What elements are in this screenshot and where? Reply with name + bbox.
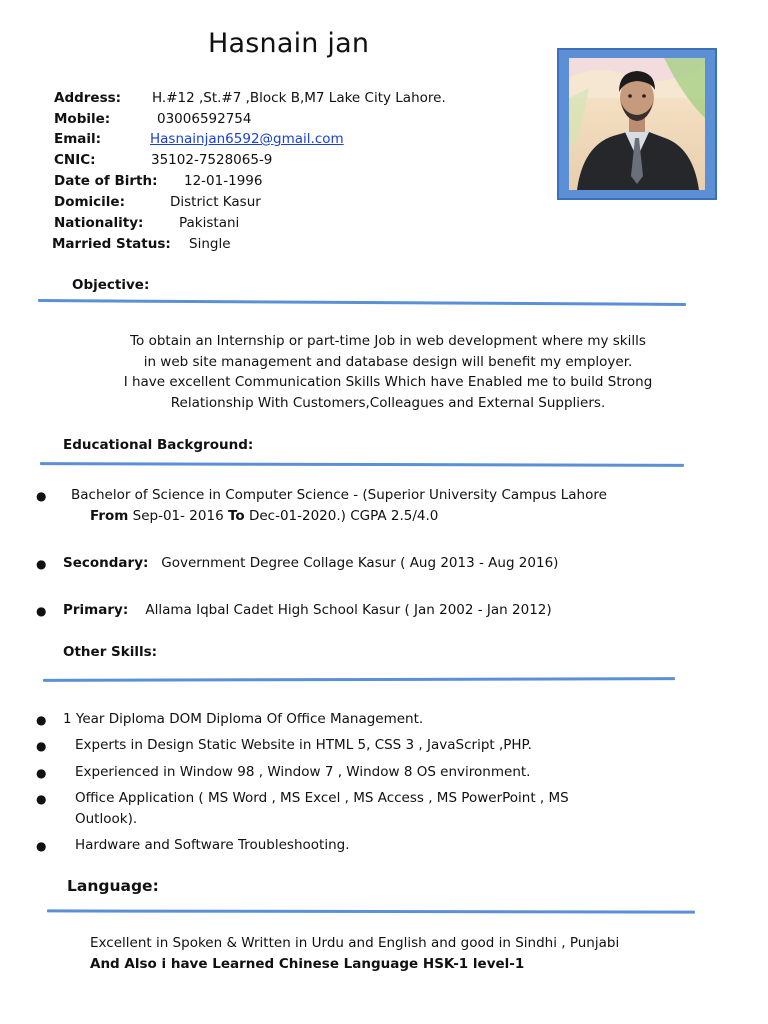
cnic-label: CNIC: xyxy=(54,152,96,168)
to-label: To xyxy=(227,508,245,524)
bullet-icon: ● xyxy=(36,766,47,780)
mobile-label: Mobile: xyxy=(54,111,111,127)
objective-line: I have excellent Communication Skills Which have Enabled me to build Strong xyxy=(123,374,653,390)
primary-label: Primary: xyxy=(63,602,129,618)
skill-item: 1 Year Diploma DOM Diploma Of Office Management. xyxy=(63,711,424,727)
married-status-value: Single xyxy=(189,236,231,252)
primary-education xyxy=(63,602,552,618)
bullet-icon: ● xyxy=(36,604,47,618)
bullet-icon: ● xyxy=(36,489,47,503)
secondary-label: Secondary: xyxy=(63,555,149,571)
language-line-chinese: And Also i have Learned Chinese Language HSK-1 level-1 xyxy=(90,956,525,972)
person-portrait-icon xyxy=(569,58,705,190)
address-label: Address: xyxy=(54,90,122,106)
objective-line: To obtain an Internship or part-time Job in web development where my skills xyxy=(130,333,646,349)
language-line: Excellent in Spoken & Written in Urdu and English and good in Sindhi , Punjabi xyxy=(90,935,620,951)
skills-divider xyxy=(43,677,675,682)
language-divider xyxy=(47,909,695,913)
bachelor-line: Bachelor of Science in Computer Science - (Superior University Campus Lahore xyxy=(71,487,607,503)
email-link[interactable]: Hasnainjan6592@gmail.com xyxy=(150,131,344,147)
cnic-value: 35102-7528065-9 xyxy=(151,152,273,168)
bullet-icon: ● xyxy=(36,739,47,753)
skill-item: Experts in Design Static Website in HTML 5, CSS 3 , JavaScript ,PHP. xyxy=(75,737,532,753)
objective-line: Relationship With Customers,Colleagues and External Suppliers. xyxy=(170,394,606,411)
secondary-value: Government Degree Collage Kasur ( Aug 2013 - Aug 2016) xyxy=(161,555,559,571)
skill-item: Office Application ( MS Word , MS Excel , MS Access , MS PowerPoint , MS xyxy=(75,790,569,806)
candidate-name: Hasnain jan xyxy=(208,28,370,59)
skills-heading: Other Skills: xyxy=(63,644,158,660)
start-date: Sep-01- 2016 xyxy=(128,508,228,524)
bullet-icon: ● xyxy=(36,792,47,806)
nationality-label: Nationality: xyxy=(54,215,144,231)
end-date: Dec-01-2020.) CGPA 2.5/4.0 xyxy=(244,508,439,524)
skill-item: Hardware and Software Troubleshooting. xyxy=(75,837,350,853)
domicile-label: Domicile: xyxy=(54,194,125,210)
secondary-education xyxy=(63,555,558,571)
objective-divider xyxy=(38,299,686,306)
language-heading: Language: xyxy=(67,877,159,895)
married-status-label: Married Status: xyxy=(52,236,171,252)
nationality-value: Pakistani xyxy=(179,215,240,231)
domicile-value: District Kasur xyxy=(170,194,261,210)
dob-label: Date of Birth: xyxy=(54,173,158,189)
bullet-icon: ● xyxy=(36,713,47,727)
objective-line: in web site management and database design will benefit my employer. xyxy=(143,353,633,370)
skill-item-continuation: Outlook). xyxy=(75,811,138,827)
bullet-icon: ● xyxy=(36,839,47,853)
objective-heading: Objective: xyxy=(72,277,150,293)
profile-photo-frame xyxy=(557,48,717,200)
dob-value: 12-01-1996 xyxy=(184,173,263,189)
email-label: Email: xyxy=(54,131,102,147)
skill-item: Experienced in Window 98 , Window 7 , Window 8 OS environment. xyxy=(75,764,531,780)
education-heading: Educational Background: xyxy=(63,437,254,453)
address-value: H.#12 ,St.#7 ,Block B,M7 Lake City Lahore. xyxy=(152,90,446,106)
objective-text xyxy=(60,331,716,413)
bachelor-dates xyxy=(90,508,438,524)
profile-photo xyxy=(569,58,705,190)
primary-value: Allama Iqbal Cadet High School Kasur ( Jan 2002 - Jan 2012) xyxy=(145,602,552,618)
bullet-icon: ● xyxy=(36,557,47,571)
mobile-value: 03006592754 xyxy=(157,111,252,127)
from-label: From xyxy=(90,508,129,524)
education-divider xyxy=(40,462,684,467)
